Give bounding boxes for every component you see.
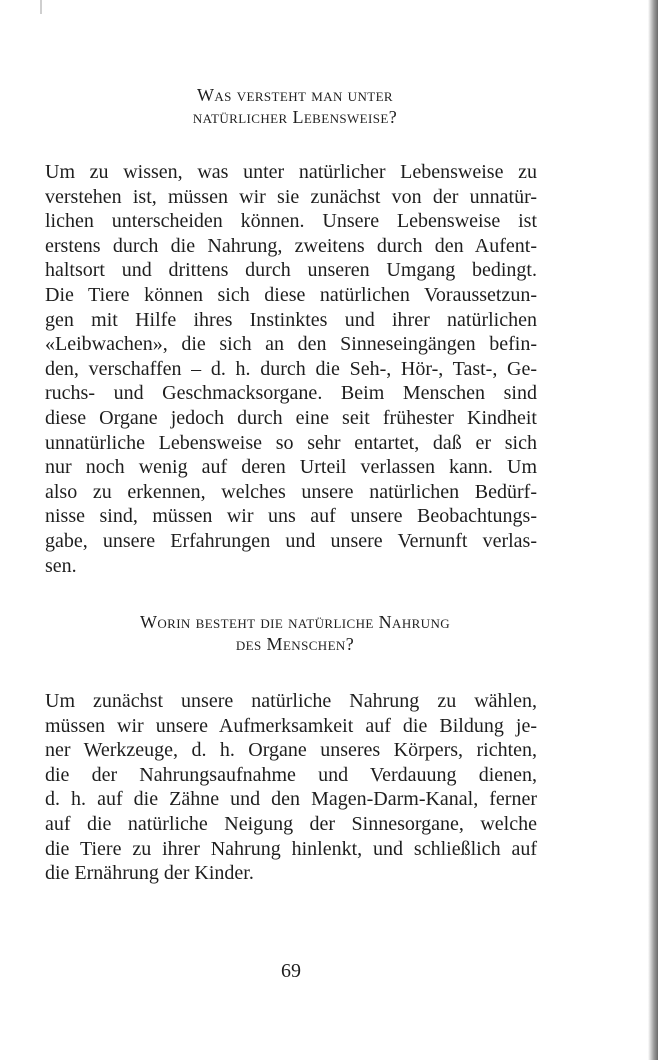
text-line: müssen wir unsere Aufmerksamkeit auf die Bildung je- bbox=[45, 714, 537, 737]
text-line: also zu erkennen, welches unsere natürlichen Bedürf- bbox=[45, 480, 537, 503]
text-line: gabe, unsere Erfahrungen und unsere Vernunft verlas- bbox=[45, 529, 537, 552]
text-line: gen mit Hilfe ihres Instinktes und ihrer natürlichen bbox=[45, 308, 537, 331]
text-line: Die Tiere können sich diese natürlichen Voraussetzun- bbox=[45, 283, 537, 306]
text-line: ner Werkzeuge, d. h. Organe unseres Körpers, richten, bbox=[45, 739, 537, 762]
text-line: Um zu wissen, was unter natürlicher Lebensweise zu bbox=[45, 161, 537, 183]
heading-line: des Menschen? bbox=[235, 634, 355, 654]
text-line: auf die natürliche Neigung der Sinnesorgane, welche bbox=[45, 812, 537, 835]
text-line: lichen unterscheiden können. Unsere Lebensweise ist bbox=[45, 210, 537, 233]
section-heading-1 bbox=[45, 84, 545, 128]
text-line: erstens durch die Nahrung, zweitens durch den Aufent- bbox=[45, 234, 537, 257]
heading-line: Was versteht man unter bbox=[196, 85, 393, 105]
section-body-2 bbox=[45, 689, 537, 886]
page-edge-shadow bbox=[648, 0, 658, 1060]
section-body-1 bbox=[45, 160, 537, 578]
page-margin-mark bbox=[40, 0, 42, 14]
text-line: nur noch wenig auf deren Urteil verlassen kann. Um bbox=[45, 456, 537, 479]
text-line: die Ernährung der Kinder. bbox=[45, 862, 254, 885]
page-number: 69 bbox=[281, 960, 301, 982]
text-line: Um zunächst unsere natürliche Nahrung zu wählen, bbox=[45, 690, 537, 712]
text-line: unnatürliche Lebensweise so sehr entartet, daß er sich bbox=[45, 431, 537, 454]
text-line: haltsort und drittens durch unseren Umgang bedingt. bbox=[45, 259, 537, 282]
heading-line: natürlicher Lebensweise? bbox=[192, 107, 398, 127]
text-line: nisse sind, müssen wir uns auf unsere Beobachtungs- bbox=[45, 505, 537, 528]
text-line: d. h. auf die Zähne und den Magen-Darm-Kanal, ferner bbox=[45, 788, 537, 811]
text-line: diese Organe jedoch durch eine seit frühester Kindheit bbox=[45, 406, 537, 429]
text-line: den, verschaffen – d. h. durch die Seh-, Hör-, Tast-, Ge- bbox=[45, 357, 537, 380]
text-line: «Leibwachen», die sich an den Sinneseingängen befin- bbox=[45, 333, 537, 356]
text-line: sen. bbox=[45, 554, 77, 577]
text-line: die Tiere zu ihrer Nahrung hinlenkt, und schließlich auf bbox=[45, 837, 537, 860]
section-heading-2 bbox=[45, 611, 545, 655]
text-line: die der Nahrungsaufnahme und Verdauung dienen, bbox=[45, 763, 537, 786]
text-line: ruchs- und Geschmacksorgane. Beim Menschen sind bbox=[45, 382, 537, 405]
heading-line: Worin besteht die natürliche Nahrung bbox=[139, 612, 451, 632]
text-line: verstehen ist, müssen wir sie zunächst von der unnatür- bbox=[45, 185, 537, 208]
